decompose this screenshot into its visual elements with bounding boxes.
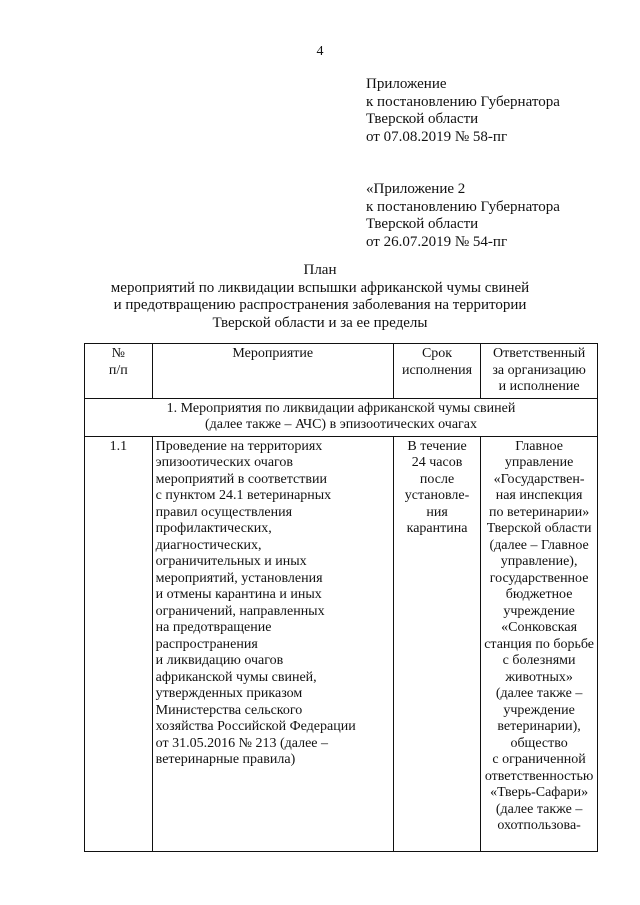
plan-title: План xyxy=(303,262,337,278)
appendix-line: Тверской области xyxy=(366,111,479,127)
row-number: 1.1 xyxy=(85,436,153,851)
appendix-line: «Приложение 2 xyxy=(366,181,466,197)
header-activity: Мероприятие xyxy=(152,344,393,399)
row-term: В течение 24 часов после установле- ния карантина xyxy=(393,436,480,851)
section-row xyxy=(85,398,598,436)
table-row xyxy=(85,436,598,851)
appendix-line: к постановлению Губернатора xyxy=(366,93,560,110)
header-term: Срок исполнения xyxy=(393,344,480,399)
header-number: № п/п xyxy=(85,344,153,399)
page-number: 4 xyxy=(316,44,324,59)
plan-heading xyxy=(0,262,640,332)
section-title: 1. Мероприятия по ликвидации африканской чумы свиней (далее также – АЧС) в эпизоотических очагах xyxy=(85,398,598,436)
appendix-line: к постановлению Губернатора xyxy=(366,198,560,215)
appendix-line: от 07.08.2019 № 58-пг xyxy=(366,128,508,145)
appendix-current xyxy=(366,76,560,146)
appendix-line: Приложение xyxy=(366,76,447,92)
appendix-line: от 26.07.2019 № 54-пг xyxy=(366,233,508,250)
plan-subtitle-line: и предотвращению распространения заболевания на территории xyxy=(113,297,527,313)
appendix-original xyxy=(366,181,560,251)
header-responsible: Ответственный за организацию и исполнение xyxy=(481,344,598,399)
plan-subtitle-line: мероприятий по ликвидации вспышки африканской чумы свиней xyxy=(110,279,530,296)
row-activity: Проведение на территориях эпизоотических очагов мероприятий в соответствии с пунктом 24.1 ветеринарных правил осуществления профилактических, диагностических, ограничительных и иных мероприятий, установления и отмены карантина и иных ограничений, направленных на предотвращение распространения и ликвидацию очагов африканской чумы свиней, утвержденных приказом Министерства сельского хозяйства Российской Федерации от 31.05.2016 № 213 (далее – ветеринарные правила) xyxy=(152,436,393,851)
plan-subtitle-line: Тверской области и за ее пределы xyxy=(212,314,428,331)
table-header-row xyxy=(85,344,598,399)
plan-table xyxy=(84,343,598,852)
row-responsible: Главное управление «Государствен- ная инспекция по ветеринарии» Тверской области (далее – Главное управление), государственное бюджетное учреждение «Сонковская станция по борьбе с болезнями животных» (далее также – учреждение ветеринарии), общество с ограниченной ответственностью «Тверь-Сафари» (далее также – охотпользова- xyxy=(481,436,598,851)
appendix-line: Тверской области xyxy=(366,216,479,232)
